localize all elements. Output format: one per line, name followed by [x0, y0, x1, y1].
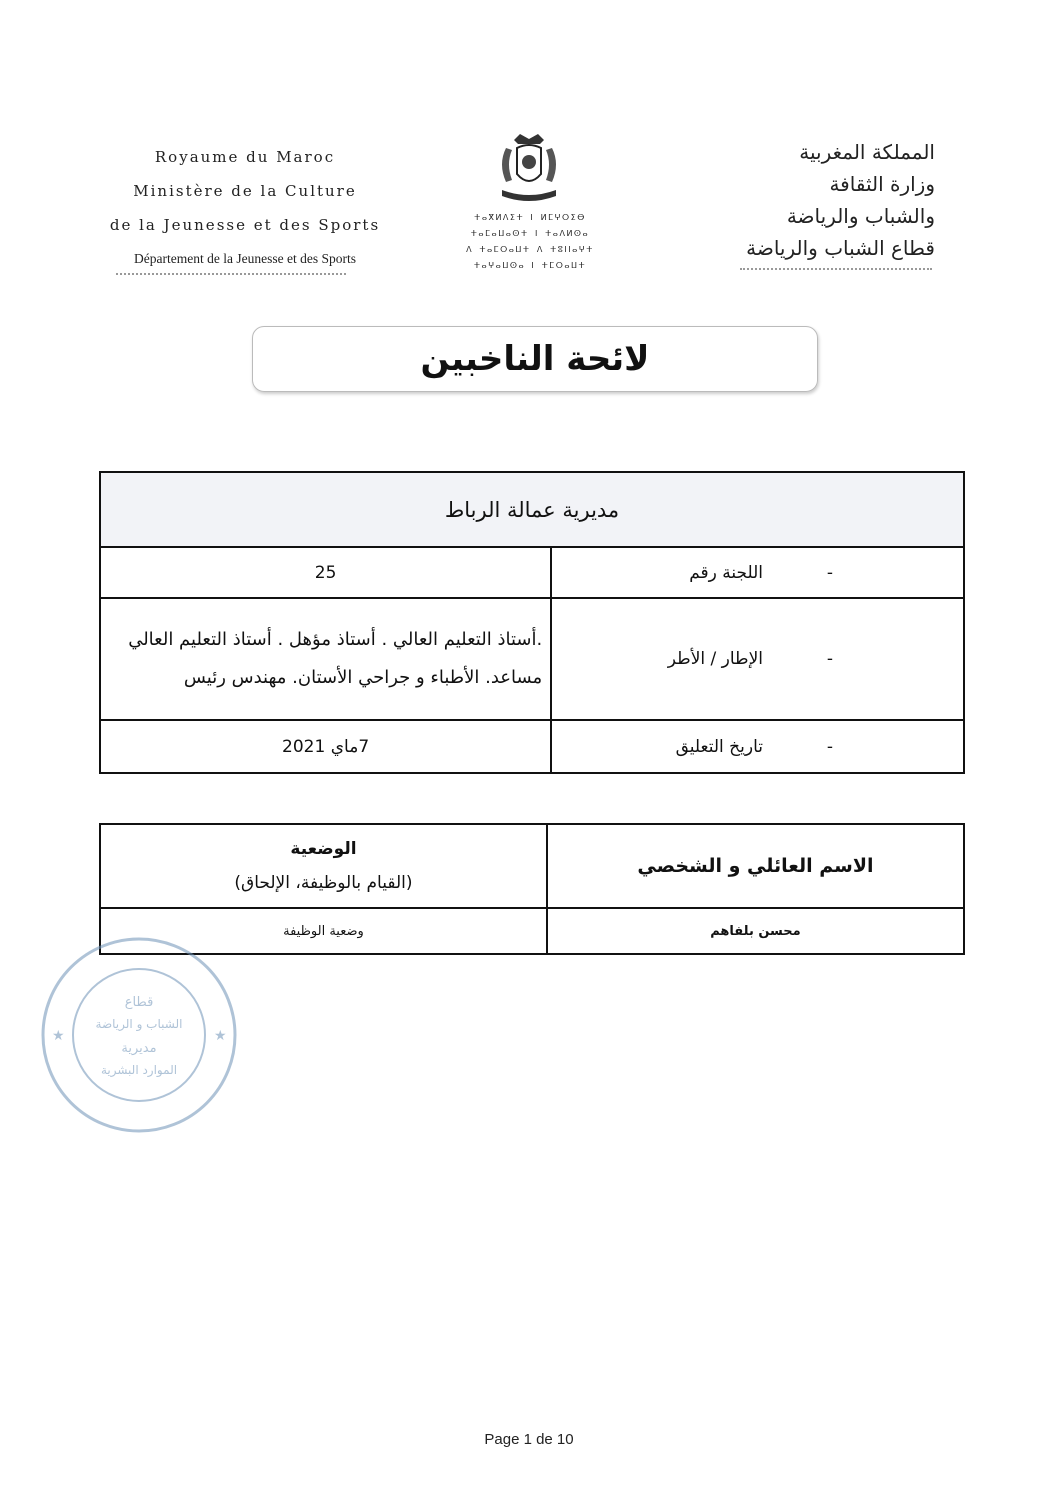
document-title: لائحة الناخبين: [252, 326, 818, 392]
header-french-block: [100, 140, 390, 276]
header-fr-line-1: Royaume du Maroc: [154, 148, 336, 166]
tifinagh-line-2: ⵜⴰⵎⴰⵡⴰⵙⵜ ⵏ ⵜⴰⴷⵍⵙⴰ: [470, 229, 590, 238]
stamp-line-3: مديرية: [121, 1041, 157, 1056]
svg-text:★: ★: [214, 1028, 227, 1044]
frameworks-label-cell: [551, 598, 964, 720]
row-dash: -: [826, 562, 833, 583]
voter-status: وضعية الوظيفة: [100, 908, 547, 954]
tifinagh-line-4: ⵜⴰⵖⴰⵡⵙⴰ ⵏ ⵜⵎⵔⴰⵡⵜ: [473, 261, 587, 270]
header-fr-line-4: Département de la Jeunesse et des Sports: [134, 251, 356, 266]
royal-emblem-icon: [484, 130, 574, 210]
committee-number-label-cell: [551, 547, 964, 598]
posting-date-value: 7ماي 2021: [100, 720, 551, 773]
info-row-posting-date: [100, 720, 964, 773]
info-table-heading: مديرية عمالة الرباط: [100, 472, 964, 547]
posting-date-label: تاريخ التعليق: [675, 736, 763, 757]
header-ar-line-3: والشباب والرياضة: [786, 204, 935, 228]
frameworks-value-line-2: مساعد. الأطباء و جراحي الأستان. مهندس رئيس: [183, 667, 543, 688]
header-ar-line-2: وزارة الثقافة: [829, 172, 935, 196]
official-stamp-icon: [38, 934, 240, 1136]
svg-text:★: ★: [52, 1028, 65, 1044]
stamp-line-4: الموارد البشرية: [100, 1063, 178, 1077]
header-ar-divider: [740, 268, 932, 270]
header-fr-line-2: Ministère de la Culture: [133, 182, 357, 200]
info-row-committee: [100, 547, 964, 598]
voter-name: محسن بلفاهم: [547, 908, 964, 954]
status-column-title: الوضعية: [290, 839, 357, 859]
page-number: Page 1 de 10: [484, 1431, 574, 1448]
name-column-header: الاسم العائلي و الشخصي: [547, 824, 964, 908]
status-column-subtitle: (القيام بالوظيفة، الإلحاق): [234, 873, 413, 893]
stamp-line-1: قطاع: [124, 995, 154, 1010]
row-dash: -: [826, 649, 833, 669]
header-ar-line-1: المملكة المغربية: [799, 140, 935, 164]
tifinagh-line-1: ⵜⴰⴳⵍⴷⵉⵜ ⵏ ⵍⵎⵖⵔⵉⴱ: [474, 213, 586, 222]
posting-date-label-cell: [551, 720, 964, 773]
header-arabic-block: [700, 136, 935, 264]
header-ar-line-4: قطاع الشباب والرياضة: [746, 236, 935, 260]
info-row-frameworks: [100, 598, 964, 720]
stamp-line-2: الشباب و الرياضة: [95, 1017, 183, 1031]
header-tifinagh-block: [455, 210, 605, 274]
frameworks-label: الإطار / الأطر: [667, 649, 763, 669]
committee-number-label: اللجنة رقم: [689, 562, 763, 583]
row-dash: -: [826, 736, 833, 757]
frameworks-value: [100, 598, 551, 720]
header-fr-line-3: de la Jeunesse et des Sports: [109, 216, 381, 234]
header-fr-divider: [116, 273, 346, 275]
frameworks-value-line-1: .أستاذ التعليم العالي . أستاذ مؤهل . أستاذ التعليم العالي: [128, 629, 543, 650]
tifinagh-line-3: ⴷ ⵜⴰⵎⵔⴰⵡⵜ ⴷ ⵜⵓⵏⵏⴰⵖⵜ: [466, 245, 594, 254]
committee-number-value: 25: [100, 547, 551, 598]
status-column-header: [100, 824, 547, 908]
info-table: [99, 471, 965, 774]
